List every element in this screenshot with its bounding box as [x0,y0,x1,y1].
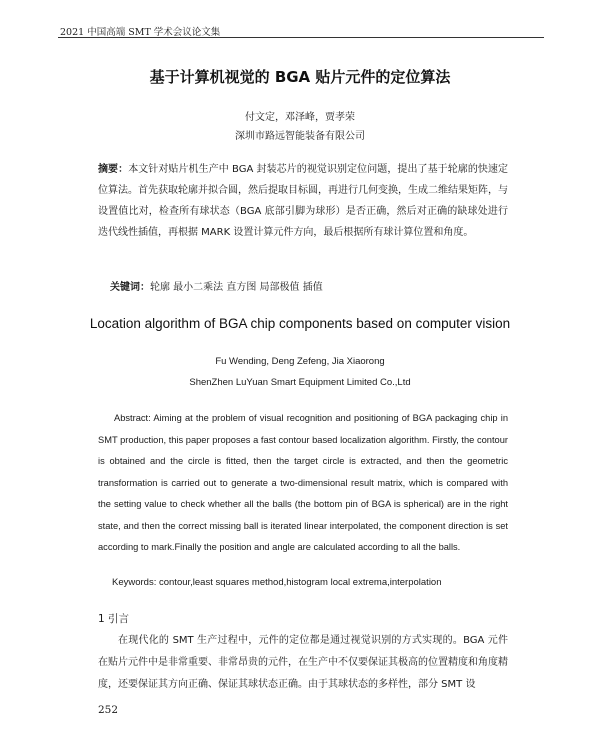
english-abstract: Abstract: Aiming at the problem of visual recognition and positioning of BGA packaging chip in SMT production, this paper proposes a fast contour based localization algorithm. Firstly, the contour is obtained and the circle is fitted, then the target circle is extracted, and then the geometric transformation is carried out to generate a two-dimensional result matrix, which is compared with the setting value to check whether all the balls (the bottom pin of BGA is spherical) are in the right state, and then the correct missing ball is iterated linear interpolated, the component direction is set according to mark.Finally the position and angle are calculated according to all the balls. [98,413,508,552]
chinese-keywords-label: 关键词： [110,282,150,293]
section-heading: 1 引言 [98,613,130,625]
running-header: 2021 中国高端 SMT 学术会议论文集 [60,27,221,38]
chinese-abstract-label: 摘要： [98,164,129,175]
english-affiliation: ShenZhen LuYuan Smart Equipment Limited Co.,Ltd [189,377,411,388]
english-title: Location algorithm of BGA chip components based on computer vision [89,316,511,331]
english-keywords: Keywords: contour,least squares method,histogram local extrema,interpolation [112,577,442,588]
header-rule [58,37,544,38]
chinese-keywords [110,278,530,293]
chinese-keywords-text: 轮廓 最小二乘法 直方图 局部极值 插值 [150,282,323,293]
english-authors: Fu Wending, Deng Zefeng, Jia Xiaorong [215,356,385,367]
chinese-authors: 付文定，邓泽峰，贾孝荣 [245,112,355,123]
page-number: 252 [98,704,119,716]
chinese-abstract [98,159,508,243]
chinese-title: 基于计算机视觉的 BGA 贴片元件的定位算法 [149,68,451,86]
chinese-affiliation: 深圳市路远智能装备有限公司 [235,131,365,142]
section-body-text: 在现代化的 SMT 生产过程中，元件的定位都是通过视觉识别的方式实现的。BGA 元件在贴片元件中是非常重要、非常昂贵的元件，在生产中不仅要保证其极高的位置精度和角度精度，还要保证其方向正确、保证其球状态正确。由于其球状态的多样性，部分 SMT 设 [98,635,508,690]
chinese-abstract-text: 本文针对贴片机生产中 BGA 封装芯片的视觉识别定位问题，提出了基于轮廓的快速定位算法。首先获取轮廓并拟合圆，然后提取目标圆，再进行几何变换，生成二维结果矩阵，与设置值比对，检查所有球状态（BGA 底部引脚为球形）是否正确，然后对正确的缺球处进行迭代线性插值，再根据 MARK 设置计算元件方向，最后根据所有球计算位置和角度。 [98,164,508,238]
